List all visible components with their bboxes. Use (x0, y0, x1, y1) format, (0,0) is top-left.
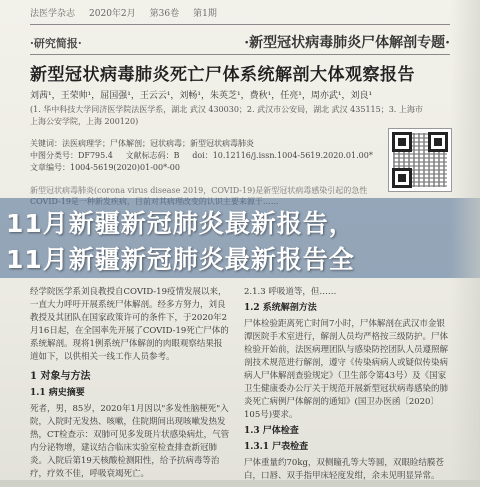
doi: doi：10.12116/j.issn.1004-5619.2020.01.00* (192, 151, 373, 160)
journal-issue: 第1期 (193, 9, 217, 19)
qr-code-icon (388, 128, 452, 192)
intro-paragraph: 经学院医学系刘良教授自COVID-19疫情发展以来，一直大力呼吁开展系统尸体解剖。经多方努力，刘良教授及其团队在国家政策许可的条件下，于2020年2月16日起，在全国率先开展了COVID-19死亡尸体的系统解剖。现将1例系统尸体解剖的肉眼观察结果报道如下，以供相关一线工作人员参考。 (30, 287, 229, 362)
method-heading: 1.2 系统解剖方法 (244, 303, 317, 313)
clc-number: 中图分类号：DF795.4 (30, 151, 113, 160)
overlay-headline-1: 11月新疆新冠肺炎最新报告， (6, 209, 355, 238)
journal-running-head (30, 6, 450, 19)
journal-volume: 第36卷 (149, 9, 180, 19)
section-header (30, 32, 450, 52)
affiliation-line: (1. 华中科技大学同济医学院法医学系，湖北 武汉 430030；2. 武汉市公安局，湖北 武汉 435115；3. 上海市 (30, 105, 423, 114)
subsection-heading: 1.1 病史摘要 (30, 388, 85, 398)
document-code: 文献标志码：B (125, 151, 180, 160)
series-label: ·新型冠状病毒肺炎尸体解剖专题· (244, 35, 450, 51)
top-divider (30, 24, 450, 25)
partial-text: 2.1.3 呼吸道等，但…… (244, 287, 337, 297)
section-heading: 1 对象与方法 (30, 371, 91, 382)
case-history-text: 死者，男，85岁，2020年1月因以"多发性脑梗死"入院，入院时无发热、咳嗽，住院期间出现咳嗽发热发热，CT检查示：双肺可见多发斑片状感染病灶，气管内分泌物增，建议结合临床实验室检查排查新冠肺炎。入院后第19天核酸检测阳性，给予抗病毒等治疗，疗效不佳，呼吸衰竭死亡。 (30, 404, 230, 479)
section-label: ·研究简报· (30, 37, 82, 50)
headline-overlay (0, 198, 480, 278)
article-metadata (30, 138, 380, 174)
affiliation-line: 上海公安学院，上海 200120) (30, 117, 139, 126)
method-text: 尸体检验距离死亡时间7小时，尸体解剖在武汉市金银潭医院手术室进行，解剖人员均严格按三级防护。尸体检验开始前，法医病理团队与感染防控团队人员遵照解剖技术规范进行解剖，遵守《传染病病人或疑似传染病病人尸体解剖查验规定》（卫生部令第43号）及《国家卫生健康委办公厅关于规范开展新型冠状病毒感染的肺炎死亡病例尸体解剖的通知》(国卫办医函〔2020〕105号)要求。 (244, 319, 449, 420)
result-heading: 1.3 尸体检查 (244, 426, 299, 436)
journal-date: 2020年2月 (89, 9, 136, 19)
abstract-line: 新型冠状病毒肺炎(corona virus disease 2019，COVID-19)是新型冠状病毒感染引起的急性 (30, 186, 368, 195)
overlay-headline-2: 11月新疆新冠肺炎最新报告全 (6, 245, 355, 274)
keywords: 关键词：法医病理学；尸体解剖；冠状病毒；新型冠状病毒肺炎 (30, 139, 254, 148)
affiliations (30, 104, 430, 128)
journal-name: 法医学杂志 (30, 9, 76, 19)
left-column (30, 286, 230, 487)
author-list: 刘茜¹，王荣帅¹，屈国强¹，王云云¹，刘畅¹，朱英芝¹，费秋¹，任亮¹，周亦武¹，刘良¹ (30, 91, 373, 101)
abstract-line: COVID-19是一种新发疾病，目前对其病理改变的认识主要来源于…… (30, 197, 279, 206)
right-column (244, 286, 452, 486)
article-number: 文章编号：1004-5619(2020)01-00*-00 (30, 163, 180, 172)
header-divider (30, 54, 450, 55)
classification-row (30, 150, 380, 162)
page-edge-shadow (450, 0, 480, 480)
result-subheading: 1.3.1 尸表检查 (244, 442, 309, 452)
result-text: 尸体重量约70kg，双侧瞳孔等大等圆，双眼睑结膜苍白，口唇、双手指甲床轻度发绀，余未见明显异常。 (244, 458, 444, 481)
article-title: 新型冠状病毒肺炎死亡尸体系统解剖大体观察报告 (30, 65, 415, 85)
